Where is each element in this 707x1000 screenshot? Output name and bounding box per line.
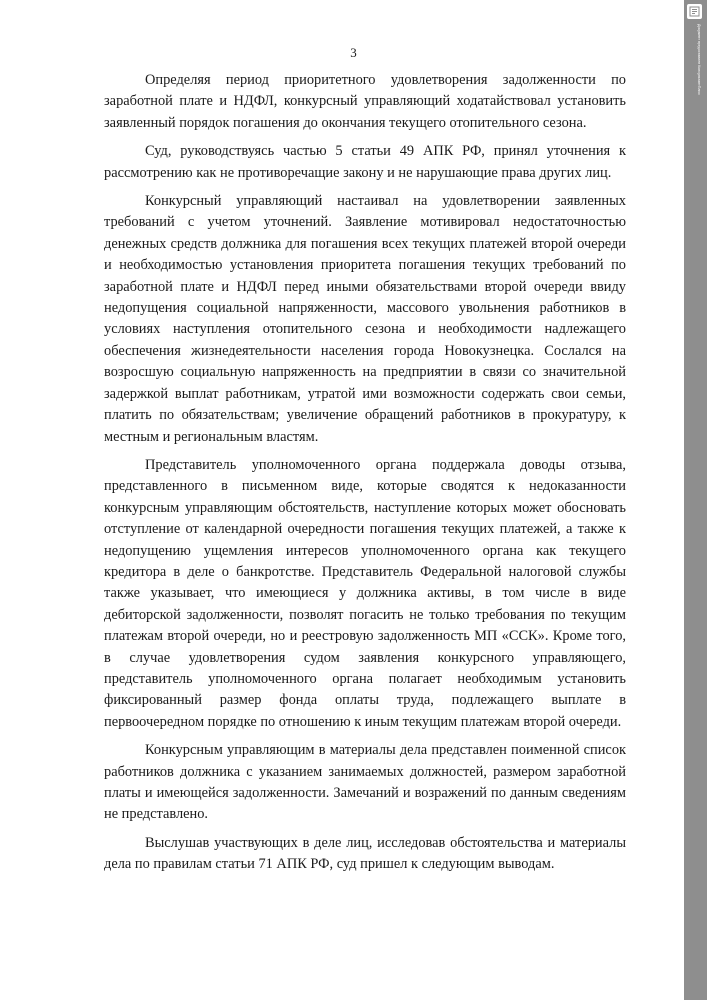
paragraph-4: Представитель уполномоченного органа поддержала доводы отзыва, представленного в письменном виде, которые сводятся к недоказанности конкурсным управляющим обстоятельств, наступление которых может обосновать отступление от календарной очередности погашения текущих платежей, а также к недопущению ущемления интересов уполномоченного органа как текущего кредитора в деле о банкротстве. Представитель Федеральной налоговой службы также указывает, что имеющиеся у должника активы, в том числе в виде дебиторской задолженности, позволят погасить не только требования по текущим платежам второй очереди, но и реестровую задолженность МП «ССК». Кроме того, в случае удовлетворения судом заявления конкурсного управляющего, представитель уполномоченного органа полагает необходимым установить фиксированный размер фонда оплаты труда, подлежащего выплате в первоочередном порядке по отношению к иным текущим платежам второй очереди. bbox=[104, 456, 626, 730]
paragraph-6: Выслушав участвующих в деле лиц, исследовав обстоятельства и материалы дела по правилам статьи 71 АПК РФ, суд пришел к следующим выводам. bbox=[104, 834, 626, 873]
paragraph-5: Конкурсным управляющим в материалы дела представлен поименной список работников должника с указанием занимаемых должностей, размером заработной платы и имеющейся задолженности. Замечаний и возражений по данным сведениям не представлено. bbox=[104, 742, 626, 823]
document-side-strip bbox=[684, 0, 707, 1000]
page-number: 3 bbox=[350, 45, 357, 60]
side-strip-text: Документ предоставлен КонсультантПлюс bbox=[697, 24, 701, 95]
document-stamp-icon bbox=[687, 4, 702, 19]
paragraph-2: Суд, руководствуясь частью 5 статьи 49 АПК РФ, принял уточнения к рассмотрению как не противоречащие закону и не нарушающие права других лиц. bbox=[104, 143, 626, 181]
paragraph-1: Определяя период приоритетного удовлетворения задолженности по заработной плате и НДФЛ, конкурсный управляющий ходатайствовал установить заявленный порядок погашения до окончания текущего отопительного сезона. bbox=[104, 72, 626, 131]
document-body bbox=[104, 70, 626, 883]
paragraph-3: Конкурсный управляющий настаивал на удовлетворении заявленных требований с учетом уточнений. Заявление мотивировал недостаточностью денежных средств должника для погашения всех текущих платежей второй очереди и необходимостью установления приоритета погашения текущих требований по заработной плате и НДФЛ перед иными обязательствами второй очереди ввиду недопущения социальной напряженности, массового увольнения работников в условиях наступления отопительного сезона и необходимости надлежащего обеспечения жизнедеятельности населения города Новокузнецка. Сослался на возросшую социальную напряженность на предприятии в связи со значительной задержкой выплат работникам, утратой ими возможности содержать свои семьи, платить по обязательствам; увеличение обращений работников в прокуратуру, к местным и региональным властям. bbox=[104, 193, 626, 445]
